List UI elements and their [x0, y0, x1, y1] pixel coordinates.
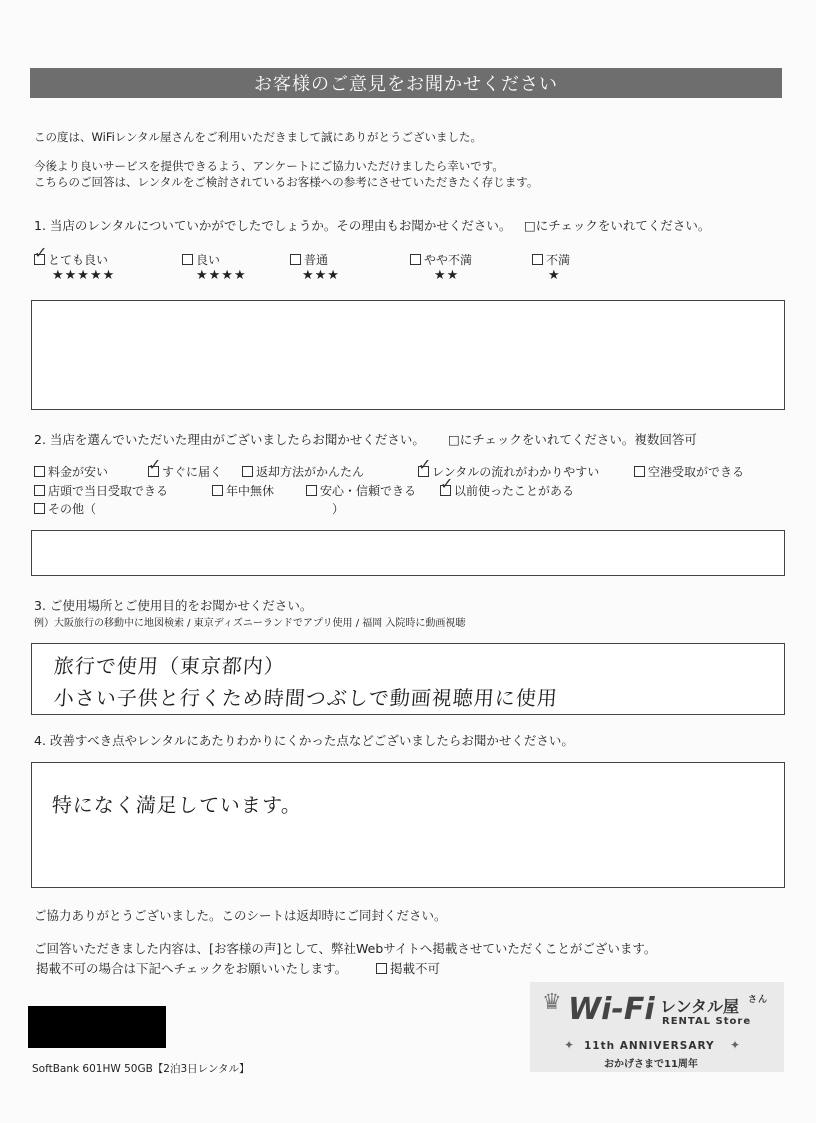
q3-answer-box[interactable] [31, 643, 785, 715]
q3-label: 3. ご使用場所とご使用目的をお聞かせください。 [34, 598, 313, 613]
q2-option-airport[interactable] [634, 463, 744, 480]
q3-answer-line-2: 小さい子供と行くため時間つぶしで動画視聴用に使用 [53, 686, 559, 710]
logo-san-text: さん [748, 995, 769, 1005]
checkbox[interactable] [290, 254, 301, 265]
checkbox[interactable] [212, 485, 223, 496]
page-title: お客様のご意見をお聞かせください [30, 68, 782, 98]
option-label: 空港受取ができる [648, 465, 745, 479]
q4-answer-text: 特になく満足しています。 [51, 793, 304, 817]
stars-1: ★ [548, 268, 561, 283]
logo-subtitle-text: おかげさまで11周年 [604, 1059, 698, 1070]
intro-line-1: この度は、WiFiレンタル屋さんをご利用いただきまして誠にありがとうございました。 [34, 130, 483, 144]
checkbox[interactable] [532, 254, 543, 265]
checkbox[interactable] [34, 503, 45, 514]
q1-option-very-good[interactable] [34, 251, 108, 268]
company-logo [530, 982, 784, 1072]
stars-5: ★★★★★ [52, 268, 116, 283]
logo-rental-text: レンタル屋 [660, 997, 739, 1016]
q1-option-somewhat-unsatisfied[interactable] [410, 251, 472, 268]
option-label: とても良い [48, 253, 109, 267]
redacted-area [28, 1006, 166, 1048]
intro-line-3: こちらのご回答は、レンタルをご検討されているお客様への参考にさせていただきたく存じます。 [34, 175, 539, 189]
option-label: 料金が安い [48, 465, 109, 479]
option-label: 良い [196, 253, 221, 267]
sparkle-icon: ✦ [730, 1038, 741, 1052]
optout-label: 掲載不可 [390, 961, 441, 976]
q4-label: 4. 改善すべき点やレンタルにあたりわかりにくかった点などございましたらお聞かせください。 [34, 733, 574, 748]
q2-option-fast-delivery[interactable] [148, 463, 222, 480]
option-label: 普通 [304, 253, 329, 267]
stars-4: ★★★★ [196, 268, 247, 283]
intro-line-2: 今後より良いサービスを提供できるよう、アンケートにご協力いただけましたら幸いです。 [34, 159, 504, 173]
q1-answer-box[interactable] [31, 300, 785, 410]
option-label: その他（ [48, 502, 97, 516]
q1-option-unsatisfied[interactable] [532, 251, 570, 268]
checkbox[interactable] [34, 485, 45, 496]
q1-option-good[interactable] [182, 251, 220, 268]
option-label: 返却方法がかんたん [256, 465, 365, 479]
publish-notice: ご回答いただきました内容は、[お客様の声]として、弊社Webサイトへ掲載させていただくことがございます。 [34, 941, 657, 956]
q2-option-cheap[interactable] [34, 463, 108, 480]
q1-label: 1. 当店のレンタルについていかがでしたでしょうか。その理由もお聞かせください。 [34, 218, 512, 233]
checkbox-checked[interactable] [418, 466, 429, 477]
checkbox-checked[interactable] [440, 485, 451, 496]
option-label: 年中無休 [226, 484, 275, 498]
crown-icon: ♛ [542, 990, 562, 1015]
option-label: 以前使ったことがある [454, 484, 575, 498]
q1-note: □にチェックをいれてください。 [524, 218, 711, 233]
q2-answer-box[interactable] [31, 530, 785, 576]
checkbox[interactable] [242, 466, 253, 477]
q2-option-used-before[interactable] [440, 482, 574, 499]
q2-note: □にチェックをいれてください。複数回答可 [448, 432, 697, 447]
q2-option-store-pickup[interactable] [34, 482, 168, 499]
optout-notice: 掲載不可の場合は下記へチェックをお願いいたします。 [36, 961, 348, 976]
checkbox[interactable] [34, 466, 45, 477]
stars-2: ★★ [434, 268, 460, 283]
option-label: 安心・信頼できる [320, 484, 417, 498]
q2-option-other[interactable] [34, 500, 96, 517]
option-label: すぐに届く [162, 465, 223, 479]
option-label: 不満 [546, 253, 571, 267]
option-label: レンタルの流れがわかりやすい [432, 465, 600, 479]
option-label: やや不満 [424, 253, 473, 267]
q3-answer-line-1: 旅行で使用（東京都内） [53, 654, 286, 678]
checkbox-checked[interactable] [34, 254, 45, 265]
checkbox[interactable] [306, 485, 317, 496]
checkbox[interactable] [182, 254, 193, 265]
checkbox-checked[interactable] [148, 466, 159, 477]
sparkle-icon: ✦ [564, 1038, 575, 1052]
optout-checkbox[interactable] [376, 959, 440, 977]
logo-anniversary-text: 11th ANNIVERSARY [584, 1040, 715, 1052]
option-label: 店頭で当日受取できる [48, 484, 169, 498]
thanks-text: ご協力ありがとうございました。このシートは返却時にご同封ください。 [34, 908, 447, 923]
q1-option-normal[interactable] [290, 251, 328, 268]
q2-option-open-all-year[interactable] [212, 482, 274, 499]
q2-option-easy-return[interactable] [242, 463, 364, 480]
q4-answer-box[interactable] [31, 762, 785, 888]
stars-3: ★★★ [302, 268, 340, 283]
q2-label: 2. 当店を選んでいただいた理由がございましたらお聞かせください。 [34, 432, 425, 447]
q2-option-trustworthy[interactable] [306, 482, 416, 499]
checkbox[interactable] [634, 466, 645, 477]
q2-other-close: ） [332, 502, 345, 516]
checkbox[interactable] [410, 254, 421, 265]
checkbox[interactable] [376, 963, 387, 974]
q3-example: 例）大阪旅行の移動中に地図検索 / 東京ディズニーランドでアプリ使用 / 福岡 入院時に動画視聴 [34, 618, 466, 629]
product-info: SoftBank 601HW 50GB【2泊3日レンタル】 [32, 1063, 250, 1075]
logo-wifi-text: Wi-Fi [568, 992, 655, 1027]
logo-store-text: RENTAL Store [662, 1016, 752, 1027]
